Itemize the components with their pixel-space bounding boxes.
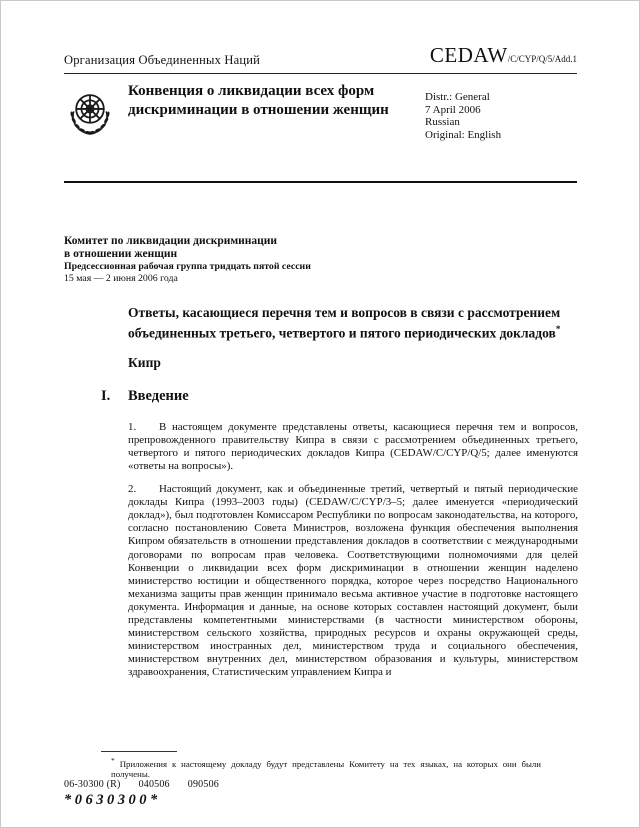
page-footer: [64, 779, 219, 809]
un-emblem-icon: [64, 84, 116, 142]
body-paragraph-2: [128, 483, 578, 679]
section-number: I.: [101, 387, 111, 404]
convention-title: Конвенция о ликвидации всех форм дискриминации в отношении женщин: [128, 83, 389, 118]
section-heading: [101, 388, 577, 405]
session-dates-line: 15 мая — 2 июня 2006 года: [64, 273, 178, 285]
footnote: [111, 756, 541, 779]
document-symbol-main: CEDAW: [429, 43, 508, 67]
header-divider: [64, 73, 577, 74]
masthead-rule: [64, 181, 577, 183]
footnote-separator-rule: [101, 751, 177, 752]
paragraph-text: Настоящий документ, как и объединенные третий, четвертый и пятый периодические доклады Кипра (1993–2003 годы) (CEDAW/C/CYP/3–5; далее именуется «периодический доклад»), был подготовлен Комиссаром Республики по вопросам законодательства, на которого, согласно постановлению Совета Министров, возложена функция обеспечения выполнения Кипром обязательств в отношении представления докладов в соответствии с международными договорами по вопросам прав человека. Соответствующими полномочиями для целей Конвенции о ликвидации всех форм дискриминации в отношении женщин наделено министерство юстиции и общественного порядка, которое через посредство Национального механизма защиты прав женщин принимало весьма активное участие в подготовке настоящего документа. Информация и данные, на основе которых составлен настоящий документ, были представлены компетентными министерствами (в частности министерством обороны, министерством сельского хозяйства, природных ресурсов и охраны окружающей среды, министерством иностранных дел, министерством труда и социального обеспечения, министерством внутренних дел, министерством образования и культуры, министерством здравоохранения, Статистическим управлением Кипра и: [128, 483, 578, 679]
footnote-text: Приложения к настоящему докладу будут представлены Комитету на тех языках, на которых они были получены.: [111, 758, 542, 779]
country-heading: Кипр: [128, 354, 161, 370]
document-title: [128, 304, 573, 342]
date-code-1: 040506: [138, 779, 170, 790]
job-number: 06-30300 (R): [64, 779, 121, 790]
masthead: [64, 82, 577, 142]
committee-name-line1: Комитет по ликвидации дискриминации: [64, 235, 278, 247]
original-language-line: Original: English: [425, 128, 502, 141]
paragraph-number: 2.: [128, 483, 137, 496]
distribution-line: Distr.: General: [425, 91, 490, 103]
footnote-area: [101, 751, 563, 779]
page-content: [1, 1, 639, 679]
distribution-block: [425, 82, 577, 142]
body-paragraph-1: [128, 421, 578, 473]
committee-block: [64, 235, 577, 284]
un-org-name: Организация Объединенных Наций: [64, 53, 261, 67]
committee-name-line2: в отношении женщин: [64, 247, 178, 260]
masthead-top-row: [64, 1, 577, 68]
date-code-2: 090506: [187, 779, 219, 790]
document-codes-line: [64, 779, 219, 790]
barcode-text: *0630300*: [64, 792, 161, 808]
document-symbol: [430, 43, 577, 68]
date-line: 7 April 2006: [425, 103, 481, 116]
document-title-text: Ответы, касающиеся перечня тем и вопросов в связи с рассмотрением объединенных третьего, четвертого и пятого периодических докладов: [128, 305, 561, 341]
section-title: Введение: [128, 387, 189, 404]
footnote-reference-asterisk: *: [555, 324, 561, 335]
document-symbol-suffix: /C/CYP/Q/5/Add.1: [507, 54, 577, 64]
paragraph-text: В настоящем документе представлены ответы, касающиеся перечня тем и вопросов, препровожденного правительству Кипра в связи с рассмотрением объединенных третьего, четвертого и пятого периодических докладов Кипра (CEDAW/C/CYP/Q/5; далее именуются «ответы на вопросы»).: [128, 420, 578, 472]
working-group-session-line: Предсессионная рабочая группа тридцать пятой сессии: [64, 261, 311, 273]
language-line: Russian: [425, 116, 460, 128]
paragraph-number: 1.: [128, 420, 137, 433]
footnote-marker: *: [111, 756, 115, 765]
